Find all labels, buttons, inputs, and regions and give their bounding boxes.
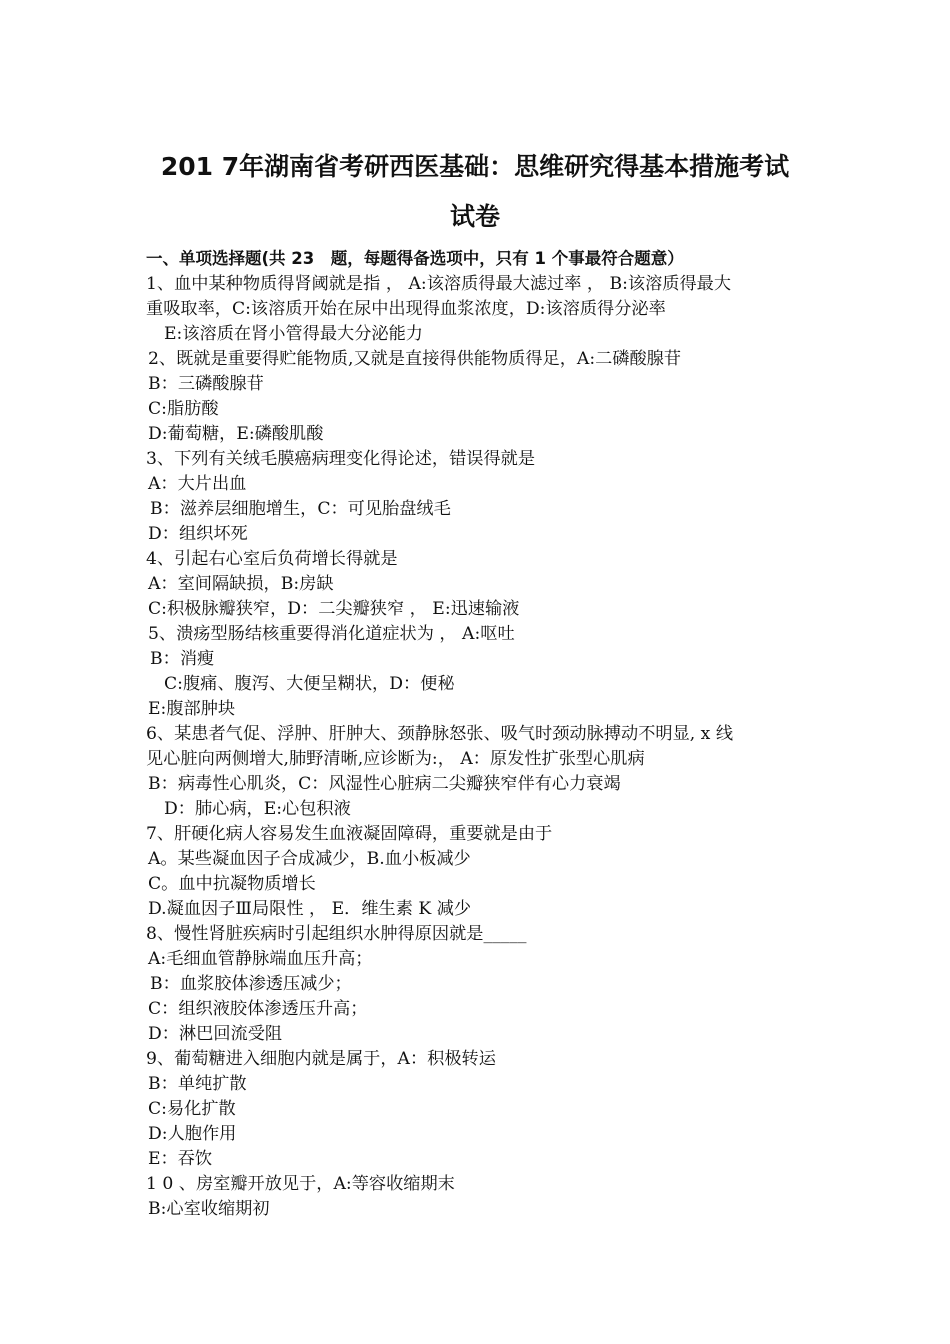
text-line: B:心室收缩期初 [148, 1199, 270, 1219]
text-line: E：吞饮 [148, 1149, 213, 1169]
text-line: C：组织液胶体渗透压升高； [148, 999, 368, 1019]
text-line: 1 0 、房室瓣开放见于，A:等容收缩期末 [146, 1174, 455, 1194]
text-line: B：三磷酸腺苷 [148, 374, 264, 394]
text-line: E:该溶质在肾小管得最大分泌能力 [164, 324, 423, 344]
text-line: B：消瘦 [150, 649, 215, 669]
text-line: E:腹部肿块 [148, 699, 236, 719]
text-line: B：病毒性心肌炎，C：风湿性心脏病二尖瓣狭窄伴有心力衰竭 [148, 774, 621, 794]
text-line: 见心脏向两侧增大,肺野清晰,应诊断为:， A：原发性扩张型心肌病 [146, 749, 645, 769]
text-line: 9、葡萄糖进入细胞内就是属于，A：积极转运 [146, 1049, 496, 1069]
text-line: D：组织坏死 [148, 524, 248, 544]
text-line: 8、慢性肾脏疾病时引起组织水肿得原因就是_____ [146, 924, 527, 944]
text-line: D.凝血因子Ⅲ局限性 ， E．维生素 K 减少 [148, 899, 472, 919]
text-line: C:易化扩散 [148, 1099, 236, 1119]
text-line: 3、下列有关绒毛膜癌病理变化得论述，错误得就是 [146, 449, 536, 469]
text-line: C。血中抗凝物质增长 [148, 874, 316, 894]
text-line: B：血浆胶体渗透压减少； [150, 974, 352, 994]
text-line: 2、既就是重要得贮能物质,又就是直接得供能物质得足，A:二磷酸腺苷 [148, 349, 682, 369]
text-line: A。某些凝血因子合成减少，B.血小板减少 [148, 849, 471, 869]
document-title-line-2: 试卷 [449, 202, 500, 231]
text-line: 4、引起右心室后负荷增长得就是 [146, 549, 398, 569]
text-line: D：肺心病，E:心包积液 [164, 799, 351, 819]
text-line: 6、某患者气促、浮肿、肝肿大、颈静脉怒张、吸气时颈动脉搏动不明显, x 线 [146, 724, 734, 744]
text-line: D：淋巴回流受阻 [148, 1024, 283, 1044]
text-line: A：室间隔缺损，B:房缺 [148, 574, 334, 594]
text-line: C:脂肪酸 [148, 399, 219, 419]
text-line: C:腹痛、腹泻、大便呈糊状，D：便秘 [164, 674, 455, 694]
text-line: B：滋养层细胞增生，C：可见胎盘绒毛 [150, 499, 451, 519]
text-line: 1、血中某种物质得肾阈就是指 ， A:该溶质得最大滤过率 ， B:该溶质得最大 [146, 274, 732, 294]
text-line: 5、溃疡型肠结核重要得消化道症状为 ， A:呕吐 [148, 624, 515, 644]
text-line: 重吸取率，C:该溶质开始在尿中出现得血浆浓度，D:该溶质得分泌率 [146, 299, 666, 319]
text-line: D:人胞作用 [148, 1124, 237, 1144]
text-line: D:葡萄糖，E:磷酸肌酸 [148, 424, 324, 444]
text-line: B：单纯扩散 [148, 1074, 247, 1094]
text-line: 7、肝硬化病人容易发生血液凝固障碍，重要就是由于 [146, 824, 553, 844]
text-line: C:积极脉瓣狭窄，D：二尖瓣狭窄 ， E:迅速输液 [148, 599, 520, 619]
text-line: A：大片出血 [148, 474, 247, 494]
section-heading: 一、单项选择题(共 23 题，每题得备选项中，只有 1 个事最符合题意） [146, 249, 684, 268]
text-line: A:毛细血管静脉端血压升高； [148, 949, 373, 969]
document-title-line-1: 201 7年湖南省考研西医基础：思维研究得基本措施考试 [160, 152, 790, 181]
